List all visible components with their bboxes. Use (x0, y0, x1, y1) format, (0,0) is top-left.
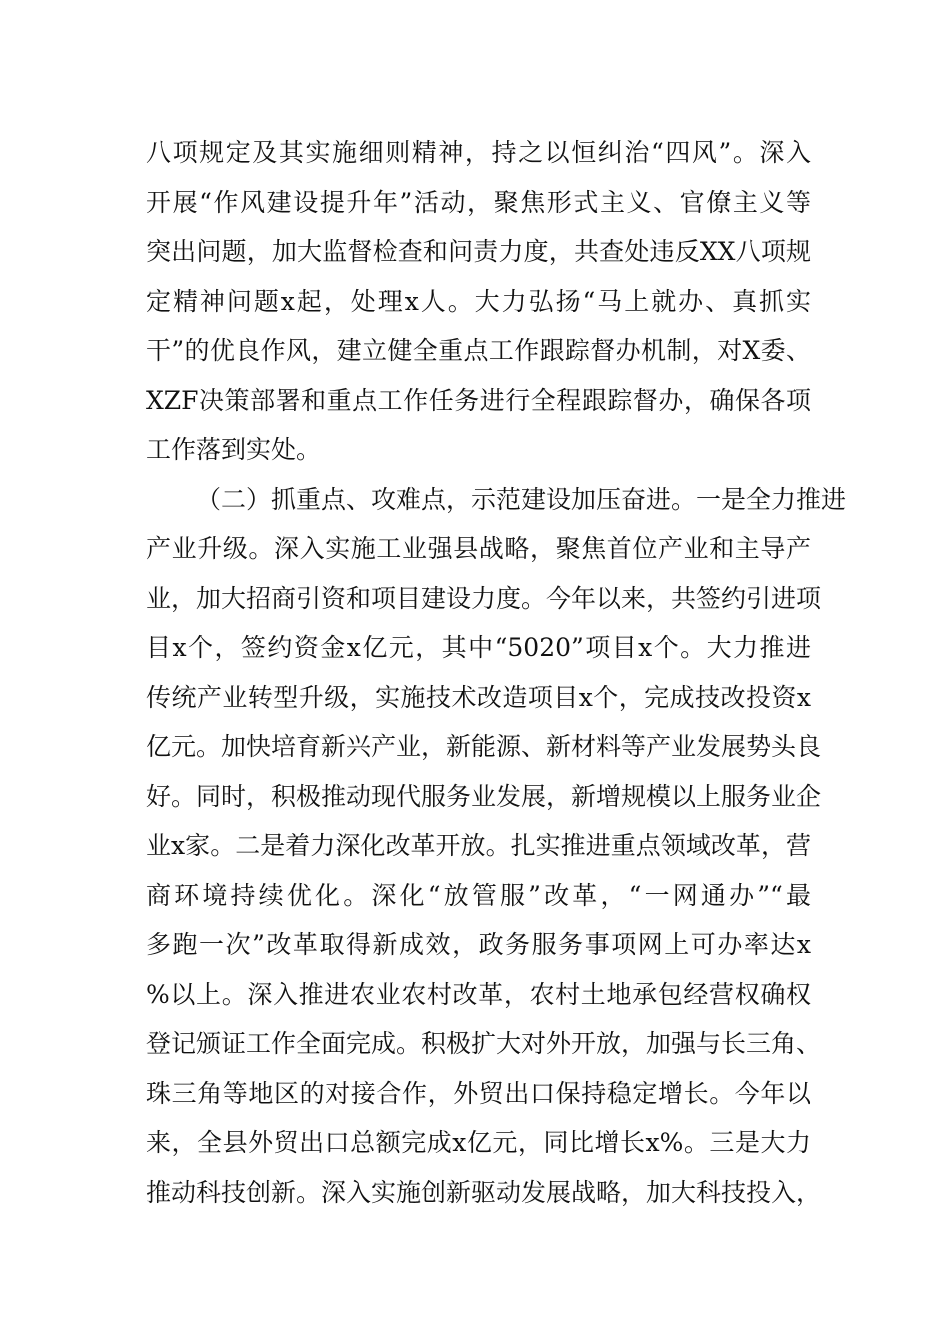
paragraph-line: 突出问题，加大监督检查和问责力度，共查处违反XX八项规 (146, 237, 811, 266)
paragraph-line: 产业升级。深入实施工业强县战略，聚焦首位产业和主导产 (146, 534, 811, 563)
paragraph-line: 好。同时，积极推动现代服务业发展，新增规模以上服务业企 (146, 781, 822, 811)
paragraph-line: 目x个，签约资金x亿元，其中“5020”项目x个。大力推进 (146, 633, 811, 662)
paragraph-line: 定精神问题x起，处理x人。大力弘扬“马上就办、真抓实 (146, 286, 811, 316)
paragraph-line: 八项规定及其实施细则精神，持之以恒纠治“四风”。深入 (146, 138, 811, 167)
paragraph-line: 多跑一次”改革取得新成效，政务服务事项网上可办率达x (146, 930, 811, 959)
paragraph-line: （二）抓重点、攻难点，示范建设加压奋进。一是全力推进 (196, 484, 847, 514)
document-body (146, 128, 847, 1217)
paragraph-line: 开展“作风建设提升年”活动，聚焦形式主义、官僚主义等 (146, 187, 811, 217)
paragraph-line: %以上。深入推进农业农村改革，农村土地承包经营权确权 (146, 979, 811, 1009)
paragraph-line: 亿元。加快培育新兴产业，新能源、新材料等产业发展势头良 (146, 732, 822, 761)
paragraph-line: 业，加大招商引资和项目建设力度。今年以来，共签约引进项 (146, 583, 822, 613)
paragraph-line: 珠三角等地区的对接合作，外贸出口保持稳定增长。今年以 (146, 1078, 811, 1108)
paragraph-line: 来，全县外贸出口总额完成x亿元，同比增长x%。三是大力 (146, 1128, 811, 1157)
paragraph-2 (146, 475, 847, 1218)
paragraph-line: 干”的优良作风，建立健全重点工作跟踪督办机制，对X委、 (146, 336, 811, 365)
paragraph-line: 工作落到实处。 (146, 435, 322, 464)
paragraph-line: XZF决策部署和重点工作任务进行全程跟踪督办，确保各项 (146, 385, 811, 415)
paragraph-line: 业x家。二是着力深化改革开放。扎实推进重点领域改革，营 (146, 831, 811, 860)
paragraph-line: 推动科技创新。深入实施创新驱动发展战略，加大科技投入， (146, 1177, 822, 1207)
paragraph-line: 传统产业转型升级，实施技术改造项目x个，完成技改投资x (146, 682, 811, 712)
paragraph-1 (146, 128, 811, 475)
paragraph-line: 登记颁证工作全面完成。积极扩大对外开放，加强与长三角、 (146, 1029, 822, 1058)
paragraph-line: 商环境持续优化。深化“放管服”改革，“一网通办”“最 (146, 880, 811, 910)
